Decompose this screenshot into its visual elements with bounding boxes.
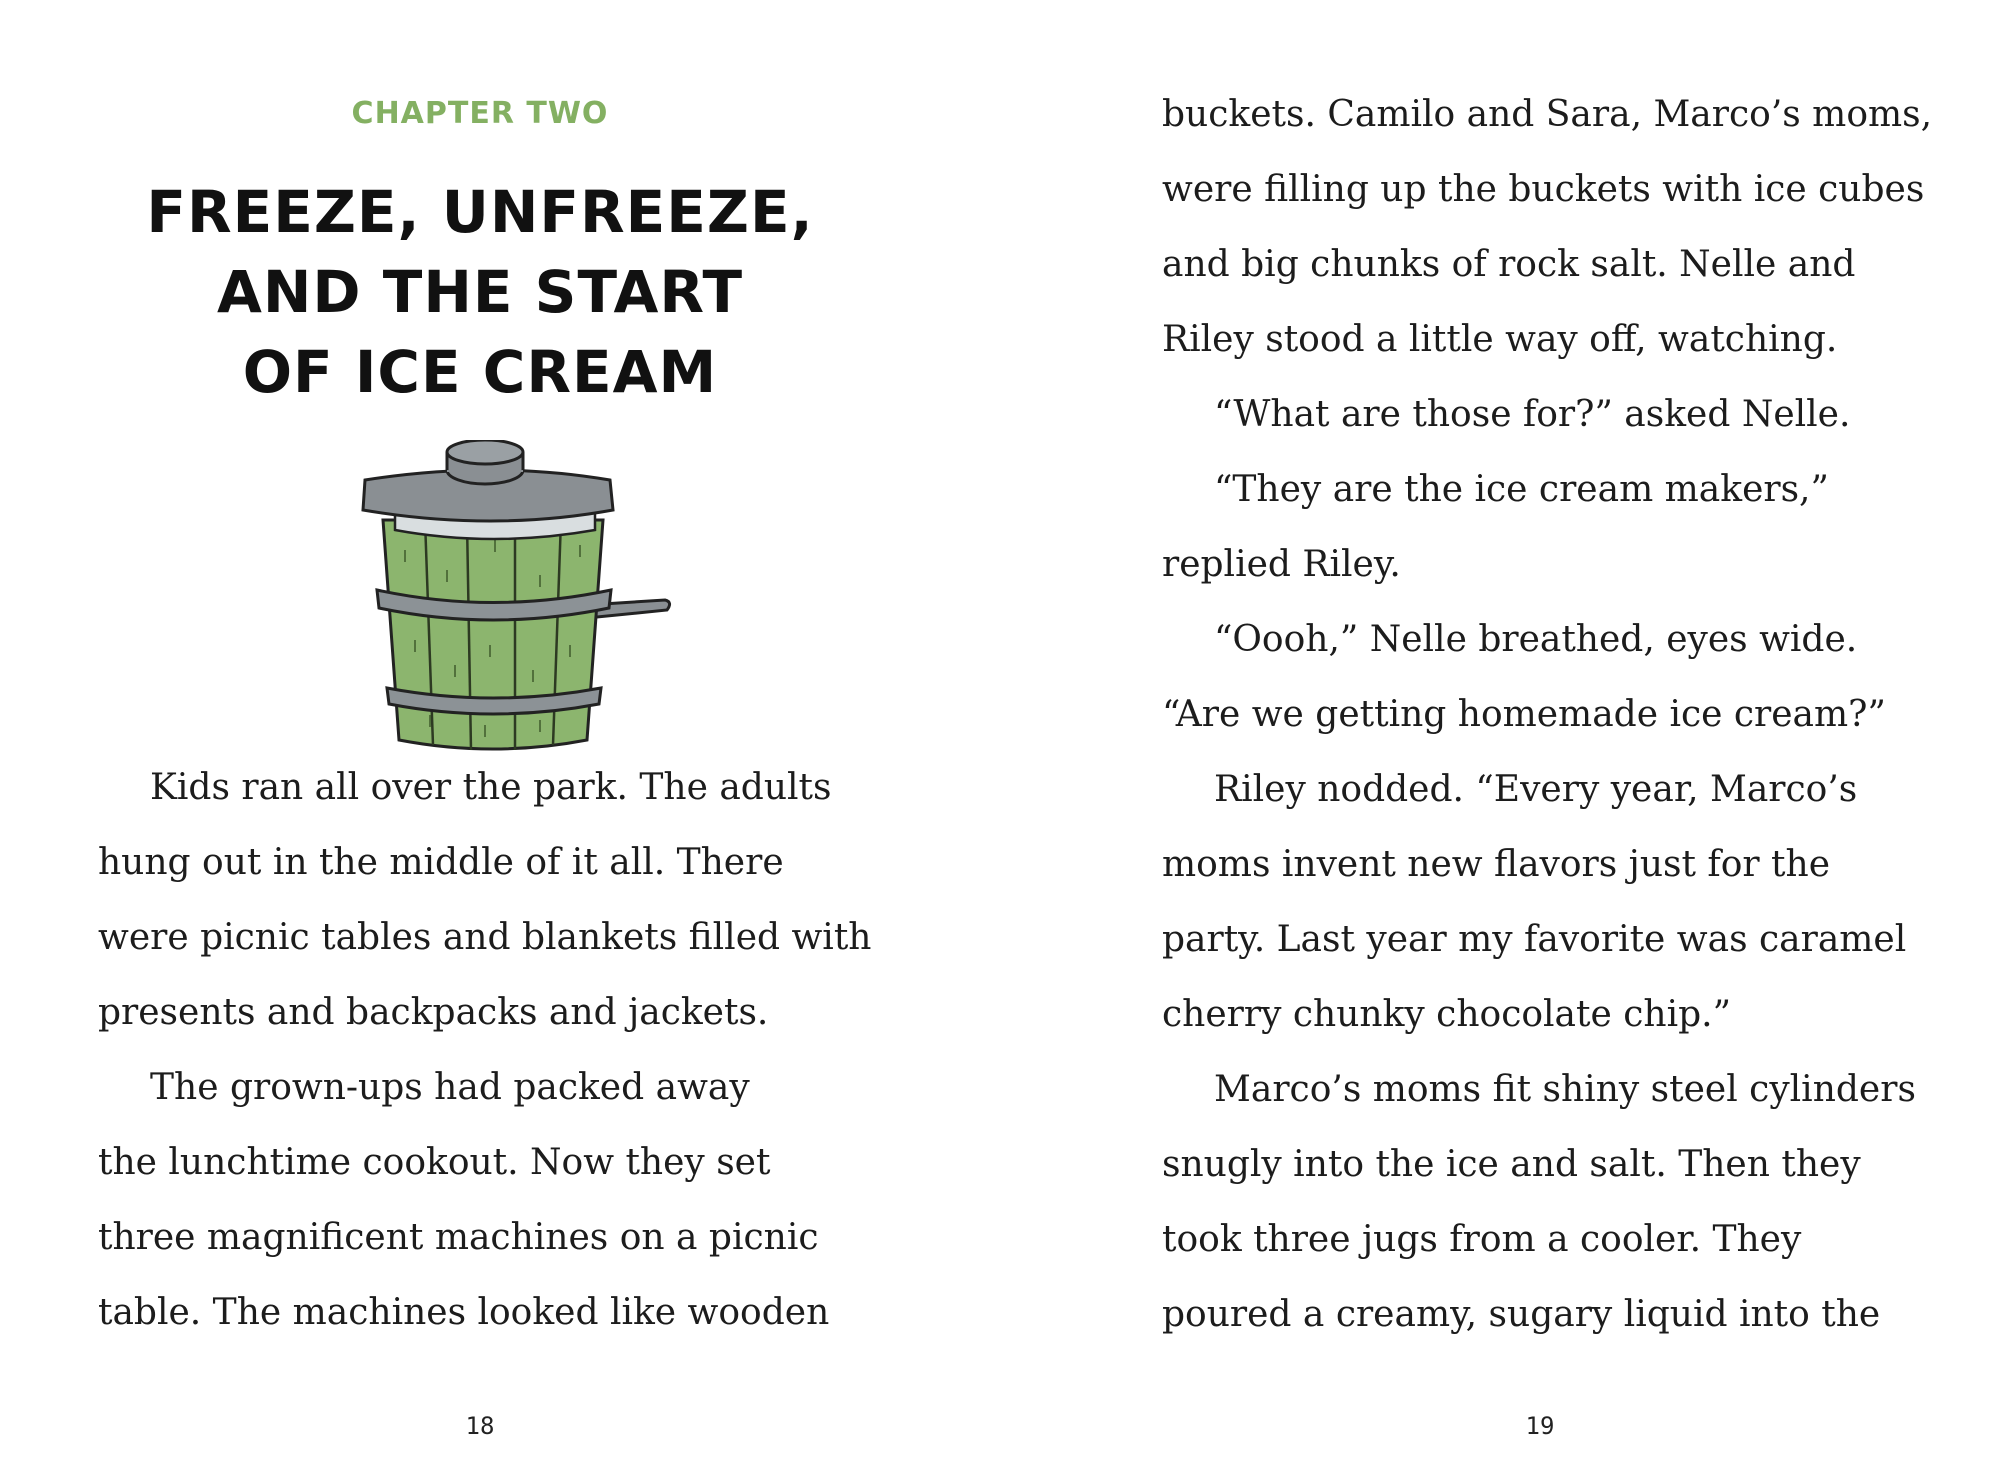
text-line: cherry chunky chocolate chip.” (1162, 994, 1731, 1035)
text-line: three magnificent machines on a picnic (98, 1217, 819, 1258)
text-line: took three jugs from a cooler. They (1162, 1219, 1802, 1260)
text-line: buckets. Camilo and Sara, Marco’s moms, (1162, 94, 1933, 135)
right-page-body (1162, 77, 1932, 1352)
text-line: hung out in the middle of it all. There (98, 842, 784, 883)
text-line: “Are we getting homemade ice cream?” (1162, 694, 1886, 735)
text-line: replied Riley. (1162, 544, 1401, 585)
text-line: “They are the ice cream makers,” (1214, 469, 1829, 510)
text-line: “What are those for?” asked Nelle. (1214, 394, 1851, 435)
text-line: poured a creamy, sugary liquid into the (1162, 1294, 1881, 1335)
text-line: Kids ran all over the park. The adults (150, 767, 832, 808)
text-line: The grown-ups had packed away (150, 1067, 750, 1108)
text-line: table. The machines looked like wooden (98, 1292, 830, 1333)
chapter-label: CHAPTER TWO (351, 96, 609, 131)
ice-cream-maker-icon (355, 440, 685, 760)
text-line: party. Last year my favorite was caramel (1162, 919, 1907, 960)
chapter-title-line: AND THE START (216, 258, 744, 326)
text-line: Riley nodded. “Every year, Marco’s (1214, 769, 1858, 810)
chapter-title-line: OF ICE CREAM (242, 338, 718, 406)
page-number: 18 (465, 1412, 495, 1440)
text-line: and big chunks of rock salt. Nelle and (1162, 244, 1856, 285)
chapter-title (0, 172, 960, 412)
text-line: Marco’s moms fit shiny steel cylinders (1214, 1069, 1916, 1110)
text-line: the lunchtime cookout. Now they set (98, 1142, 771, 1183)
text-line: were picnic tables and blankets filled with (98, 917, 872, 958)
text-line: moms invent new flavors just for the (1162, 844, 1831, 885)
page-number: 19 (1525, 1412, 1555, 1440)
text-line: were filling up the buckets with ice cubes (1162, 169, 1925, 210)
text-line: “Oooh,” Nelle breathed, eyes wide. (1214, 619, 1858, 660)
text-line: presents and backpacks and jackets. (98, 992, 769, 1033)
left-page-body (98, 750, 871, 1350)
text-line: snugly into the ice and salt. Then they (1162, 1144, 1861, 1185)
text-line: Riley stood a little way off, watching. (1162, 319, 1838, 360)
chapter-title-line: FREEZE, UNFREEZE, (146, 178, 814, 246)
